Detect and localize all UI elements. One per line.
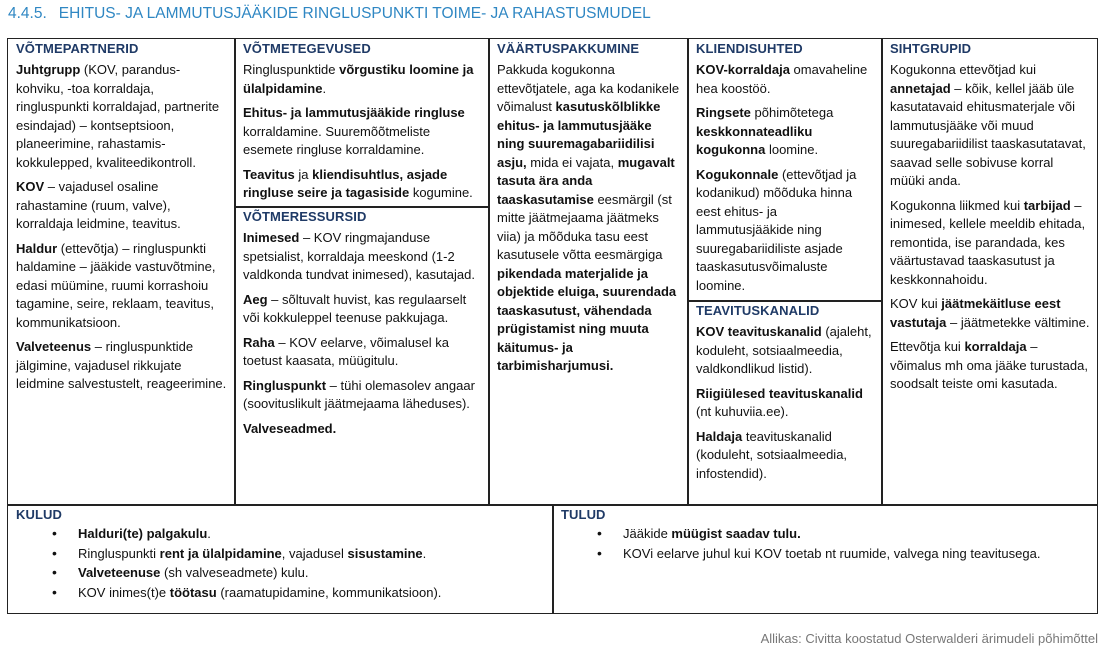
text-run: – sõltuvalt huvist, kas regulaarselt või kokkuleppel teenuse pakkujaga.: [243, 291, 467, 325]
text-run: (nt kuhuviia.ee).: [696, 404, 789, 419]
bold-text: mugavalt tasuta ära anda taaskasutamise: [497, 154, 675, 207]
text-run: Pakkuda kogukonna ettevõtjatele, aga ka kodanikele võimalust: [497, 62, 680, 114]
paragraph: [243, 104, 481, 160]
text-run: – jäätmetekke vältimine.: [949, 314, 1090, 330]
list-item: [623, 544, 1090, 564]
customer-segments-text: [890, 61, 1090, 394]
text-run: eesmärgil (st mitte jäätmejaama jäätmeks viia) ja mõõduka tasu eest kasutusele võtta eesmärgiga: [497, 191, 672, 262]
bold-text: pikendada materjalide ja objektide eluiga, suurendada taaskasutust, vähendada prügistamist ning muuta käitumus- ja tarbimisharjumusi.: [497, 265, 677, 373]
revenue-header: TULUD: [561, 507, 606, 522]
revenue-list: [561, 524, 1090, 563]
text-run: – KOV ringmajanduse spetsialist, korraldaja meeskond (1-2 valdkonda tundvat inimesed), kasutajad.: [243, 230, 475, 282]
paragraph: [243, 166, 481, 203]
channels-block: [688, 301, 881, 504]
paragraph: [696, 61, 874, 98]
paragraph: [16, 178, 227, 234]
bold-text: kliendisuhtlus, asjade ringluse seire ja tagasiside: [243, 166, 448, 200]
bold-text: Valveteenuse: [78, 565, 164, 580]
channels-header: TEAVITUSKANALID: [696, 303, 820, 318]
text-run: loomine.: [768, 142, 819, 157]
costs-header: KULUD: [16, 507, 62, 522]
customer-relations-header: KLIENDISUHTED: [696, 41, 803, 56]
customer-relations-block: [688, 39, 881, 300]
bold-text: rent ja ülalpidamine: [159, 545, 282, 561]
list-item: [78, 544, 545, 564]
list-item: [623, 524, 1090, 544]
text-run: Jääkide: [623, 526, 672, 541]
bold-text: Inimesed: [243, 230, 303, 245]
paragraph: [696, 166, 874, 296]
text-run: KOV inimes(t)e: [78, 584, 170, 600]
paragraph: [696, 385, 874, 422]
bold-text: KOV-korraldaja: [696, 62, 794, 77]
paragraph: [890, 338, 1090, 394]
bold-text: sisustamine: [347, 545, 423, 561]
section-number: 4.4.5.: [8, 5, 47, 22]
text-run: – võimalus mh oma jääke turustada, soodsalt teiste omi kasutada.: [890, 339, 1088, 391]
bold-text: KOV: [16, 179, 48, 194]
text-run: , vajadusel: [281, 545, 348, 561]
text-run: KOV kui: [890, 296, 942, 311]
paragraph: [696, 428, 874, 484]
text-run: – inimesed, kellele meeldib ehitada, remontida, ise parandada, kes väärtustavad taaskasutust ja keskkonnahoidu.: [890, 197, 1086, 287]
bold-text: keskkonnateadliku kogukonna: [696, 123, 813, 157]
key-activities-text: [243, 61, 481, 203]
costs-list: [16, 524, 545, 602]
list-item: [78, 524, 545, 544]
text-run: (sh valveseadmete) kulu.: [164, 565, 309, 580]
channels-text: [696, 323, 874, 483]
key-resources-text: [243, 229, 481, 438]
value-proposition-text: [497, 61, 680, 376]
key-activities-block: [235, 39, 488, 206]
paragraph: [696, 104, 874, 160]
key-partners-text: [16, 61, 227, 394]
text-run: põhimõtetega: [754, 105, 834, 120]
text-run: ja: [298, 166, 313, 182]
paragraph: [16, 61, 227, 172]
business-model-canvas: [7, 38, 1098, 614]
bold-text: Teavitus: [243, 166, 299, 182]
paragraph: [497, 61, 680, 376]
bold-text: KOV teavituskanalid: [696, 324, 826, 339]
text-run: teavituskanalid (koduleht, sotsiaalmeedia, infostendid).: [696, 428, 848, 481]
text-run: (KOV, parandus-kohviku, -toa korraldaja, ringluspunkti korraldajad, partnerite esindajad) – kontseptsioon, planeerimine, rahastamis-kokkulepped, kvaliteedikontroll.: [16, 62, 220, 170]
bold-text: Ehitus- ja lammutusjääkide ringluse: [243, 105, 465, 120]
section-title: [8, 5, 1098, 23]
text-run: (ettevõtja) – ringluspunkti haldamine – jääkide vastuvõtmine, edasi müümine, ruumi korrashoiu tagamine, seire, reklaam, teavitus, kommunikatsioon.: [16, 240, 216, 330]
paragraph: [16, 240, 227, 333]
paragraph: [16, 338, 227, 394]
bold-text: korraldaja: [964, 339, 1031, 354]
text-run: kogumine.: [412, 185, 473, 200]
paragraph: [243, 377, 481, 414]
text-run: (ajaleht, koduleht, sotsiaalmeedia, valdkondlikud listid).: [696, 324, 872, 376]
key-resources-header: VÕTMERESSURSID: [243, 209, 367, 224]
text-run: Kogukonna liikmed kui: [890, 197, 1024, 213]
text-run: – KOV eelarve, võimalusel ka toetust kaasata, müügitulu.: [243, 334, 449, 368]
bold-text: Ringluspunkt: [243, 377, 330, 393]
key-partners-block: [8, 39, 234, 504]
text-run: korraldamine. Suuremõõtmeliste esemete ringluse korraldamine.: [243, 123, 431, 157]
paragraph: [696, 323, 874, 379]
bold-text: Ringsete: [696, 105, 755, 120]
bold-text: Halduri(te) palgakulu: [78, 526, 208, 541]
bold-text: jäätmekäitluse eest vastutaja: [890, 296, 1061, 330]
bold-text: töötasu: [169, 584, 221, 600]
text-run: mida ei vajata,: [530, 154, 618, 170]
text-run: Ringluspunktide: [243, 62, 340, 77]
bold-text: võrgustiku loomine ja ülalpidamine: [243, 62, 474, 96]
paragraph: [243, 229, 481, 285]
bold-text: Haldaja: [696, 428, 746, 444]
bold-text: Juhtgrupp: [16, 62, 84, 77]
bold-text: Raha: [243, 334, 279, 350]
text-run: Ettevõtja kui: [890, 339, 965, 354]
paragraph: [890, 197, 1090, 290]
bold-text: Valveteenus: [16, 339, 95, 354]
key-resources-block: [235, 207, 488, 504]
text-run: .: [322, 80, 327, 96]
costs-block: [8, 505, 552, 615]
paragraph: [243, 334, 481, 371]
source-note: Allikas: Civitta koostatud Osterwalderi ärimudeli põhimõttel: [760, 631, 1098, 646]
paragraph: [890, 295, 1090, 332]
text-run: .: [422, 545, 427, 561]
customer-segments-block: [882, 39, 1097, 504]
paragraph: [243, 61, 481, 98]
text-run: .: [207, 526, 211, 541]
text-run: – tühi olemasolev angaar (soovituslikult jäätmejaama läheduses).: [243, 377, 475, 411]
value-proposition-block: [489, 39, 687, 504]
text-run: – vajadusel osaline rahastamine (ruum, valve), korraldaja leidmine, teavitus.: [16, 179, 181, 231]
bold-text: Haldur: [16, 240, 61, 256]
customer-segments-header: SIHTGRUPID: [890, 41, 972, 56]
text-run: omavaheline hea koostöö.: [696, 62, 868, 96]
value-proposition-header: VÄÄRTUSPAKKUMINE: [497, 41, 640, 56]
list-item: [78, 563, 545, 583]
bold-text: Kogukonnale: [696, 166, 782, 182]
bold-text: annetajad: [890, 80, 955, 96]
customer-relations-text: [696, 61, 874, 295]
revenue-block: [553, 505, 1097, 615]
bold-text: Riigiülesed teavituskanalid: [696, 385, 863, 401]
key-partners-header: VÕTMEPARTNERID: [16, 41, 139, 56]
paragraph: [243, 420, 481, 439]
paragraph: [890, 61, 1090, 191]
text-run: Ringluspunkti: [78, 545, 160, 561]
bold-text: müügist saadav tulu.: [671, 526, 801, 541]
list-item: [78, 583, 545, 603]
text-run: – kõik, kellel jääb üle kasutatavaid ehitusmaterjale või lammutusjääke või muud suuregabariidilist taaskasutatavat, saavad selle sobivuse korral müüki anda.: [890, 80, 1086, 188]
text-run: KOVi eelarve juhul kui KOV toetab nt ruumide, valvega ning teavitusega.: [623, 545, 1041, 561]
text-run: (raamatupidamine, kommunikatsioon).: [220, 584, 442, 600]
paragraph: [243, 291, 481, 328]
text-run: Kogukonna ettevõtjad kui: [890, 62, 1036, 77]
bold-text: Aeg: [243, 291, 272, 307]
text-run: (ettevõtjad ja kodanikud) mõõduka hinna eest ehitus- ja lammutusjääkide ning suuregabariidiliste asjade taaskasutusvõimaluste loomine.: [696, 166, 857, 293]
key-activities-header: VÕTMETEGEVUSED: [243, 41, 371, 56]
bold-text: kasutuskõlblikke ehitus- ja lammutusjääke ning suuremagabariidilisi asju,: [497, 99, 661, 170]
section-heading: EHITUS- JA LAMMUTUSJÄÄKIDE RINGLUSPUNKTI TOIME- JA RAHASTUSMUDEL: [58, 5, 651, 22]
bold-text: Valveseadmed.: [243, 420, 337, 436]
bold-text: tarbijad: [1023, 197, 1075, 213]
text-run: – ringluspunktide jälgimine, vajadusel rikkujate leidmine salvestustelt, reageerimine.: [16, 339, 227, 391]
